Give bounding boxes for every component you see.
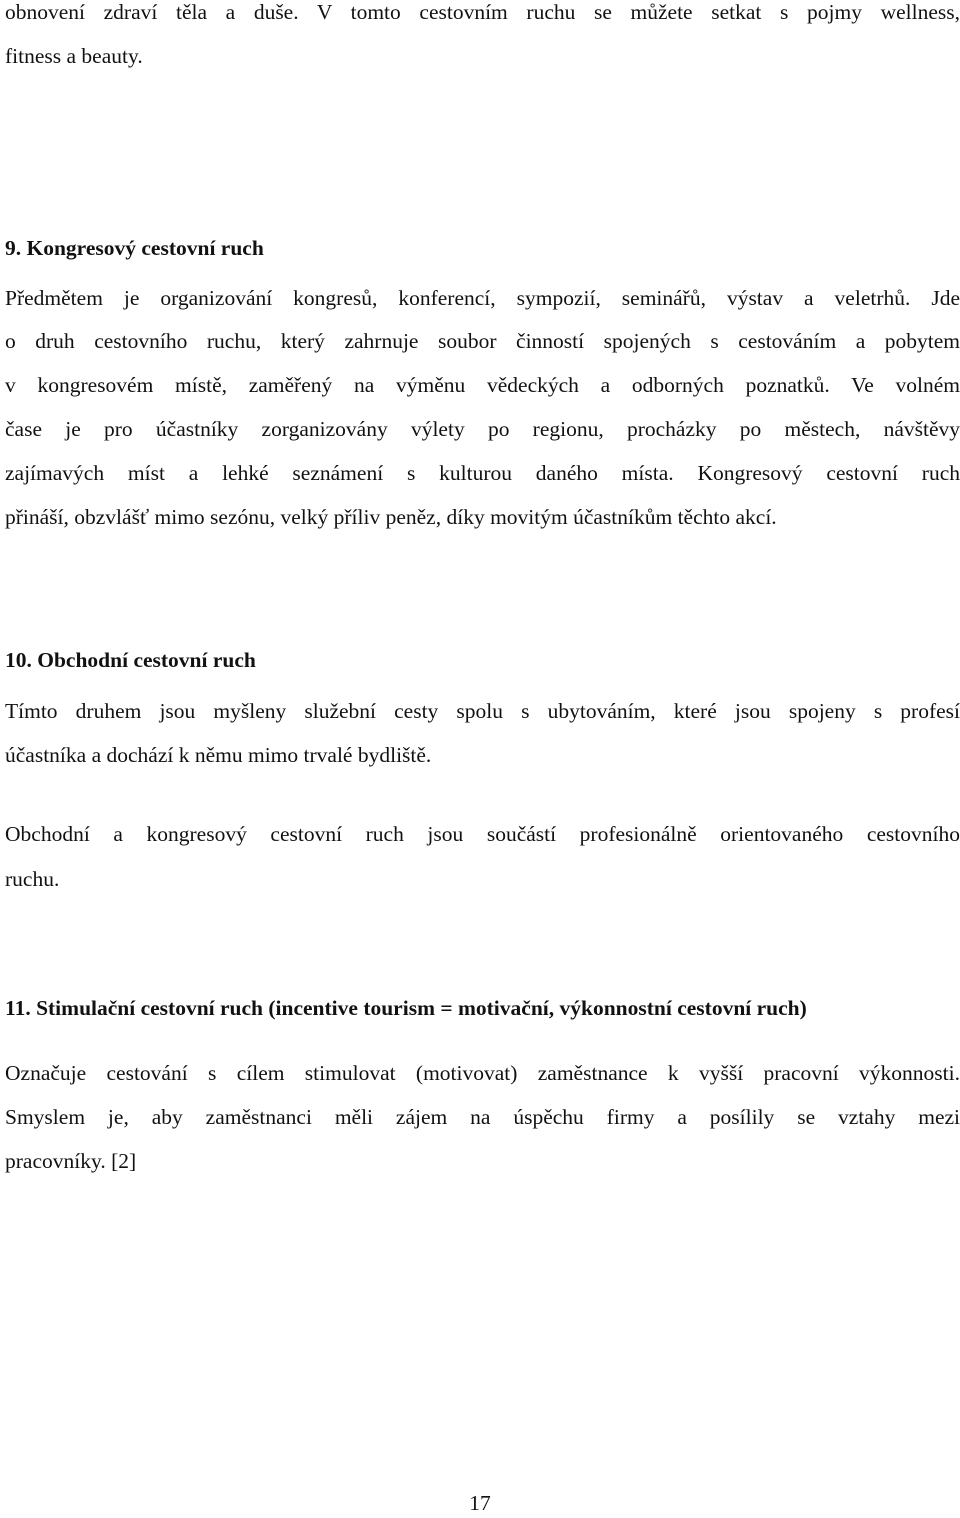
intro-line-1: obnovení zdraví těla a duše. V tomto cestovním ruchu se můžete setkat s pojmy wellness, (5, 0, 960, 24)
section-11-line-1: Označuje cestování s cílem stimulovat (motivovat) zaměstnance k vyšší pracovní výkonnosti. (5, 1061, 960, 1085)
section-9-line-3: v kongresovém místě, zaměřený na výměnu vědeckých a odborných poznatků. Ve volném (5, 373, 960, 397)
section-9-line-6: přináší, obzvlášť mimo sezónu, velký příliv peněz, díky movitým účastníkům těchto akcí. (5, 505, 777, 529)
section-10-p1-line-1: Tímto druhem jsou myšleny služební cesty spolu s ubytováním, které jsou spojeny s profesí (5, 699, 960, 723)
section-10-p2-line-1: Obchodní a kongresový cestovní ruch jsou součástí profesionálně orientovaného cestovního (5, 822, 960, 846)
section-10-p1-line-2: účastníka a dochází k němu mimo trvalé bydliště. (5, 743, 432, 767)
section-9-line-2: o druh cestovního ruchu, který zahrnuje soubor činností spojených s cestováním a pobytem (5, 329, 960, 353)
intro-line-2: fitness a beauty. (5, 44, 143, 68)
section-9-line-5: zajímavých míst a lehké seznámení s kulturou daného místa. Kongresový cestovní ruch (5, 461, 960, 485)
section-10-p2-line-2: ruchu. (5, 867, 60, 891)
section-11-line-3: pracovníky. [2] (5, 1149, 137, 1173)
section-9-heading: 9. Kongresový cestovní ruch (5, 236, 264, 260)
section-9-line-4: čase je pro účastníky zorganizovány výlety po regionu, procházky po městech, návštěvy (5, 417, 960, 441)
section-9-line-1: Předmětem je organizování kongresů, konferencí, sympozií, seminářů, výstav a veletrhů. Jde (5, 286, 960, 310)
page-number: 17 (469, 1491, 491, 1515)
section-11-line-2: Smyslem je, aby zaměstnanci měli zájem na úspěchu firmy a posílily se vztahy mezi (5, 1105, 960, 1129)
section-10-heading: 10. Obchodní cestovní ruch (5, 648, 256, 672)
section-11-heading: 11. Stimulační cestovní ruch (incentive tourism = motivační, výkonnostní cestovní ruch) (5, 996, 807, 1020)
